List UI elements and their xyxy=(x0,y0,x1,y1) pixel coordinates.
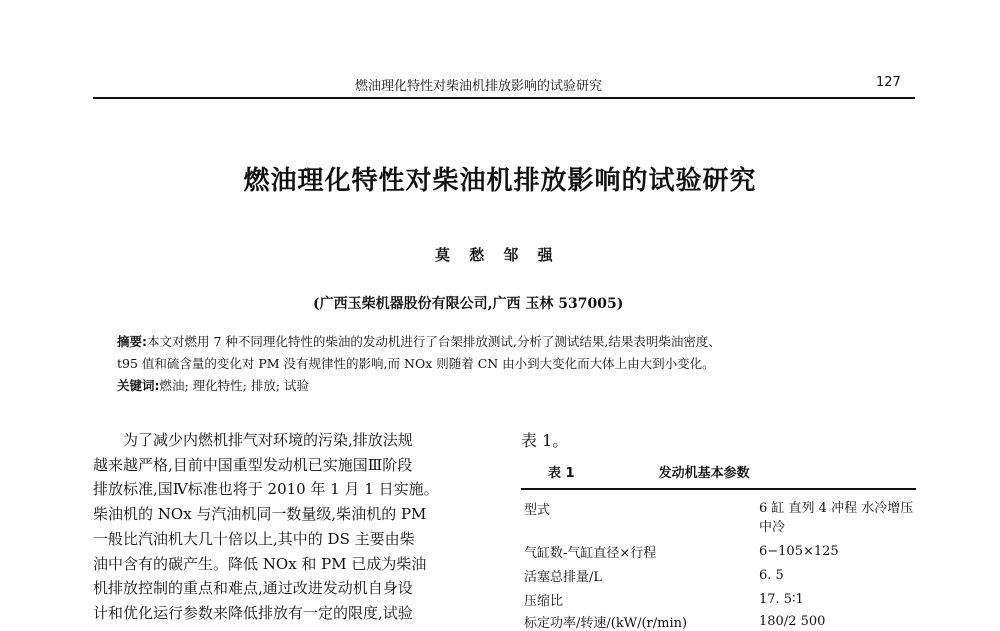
table-cell-key: 压缩比 xyxy=(524,594,564,609)
keywords-line xyxy=(117,375,917,397)
authors: 莫 愁 邹 强 xyxy=(435,246,553,264)
body-text xyxy=(93,428,493,626)
table-cell-key: 标定功率/转速/(kW/(r/min) xyxy=(524,616,688,631)
table-cell-key: 型式 xyxy=(524,503,551,518)
page-number: 127 xyxy=(876,75,901,90)
table-title: 发动机基本参数 xyxy=(658,466,750,481)
table-cell-key: 活塞总排量/L xyxy=(524,570,603,585)
table-cell-key: 气缸数-气缸直径×行程 xyxy=(524,546,657,561)
affiliation: (广西玉柴机器股份有限公司,广西 玉林 537005) xyxy=(313,296,624,312)
body-line: 计和优化运行参数来降低排放有一定的限度,试验 xyxy=(93,603,413,622)
abstract-text-2: t95 值和硫含量的变化对 PM 没有规律性的影响,而 NOx 则随着 CN 由小到大变化而大体上由大到小变化。 xyxy=(117,356,715,371)
table-cell-value: 6−105×125 xyxy=(759,544,839,559)
body-line: 越来越严格,目前中国重型发动机已实施国Ⅲ阶段 xyxy=(93,455,413,474)
abstract-line xyxy=(117,353,917,375)
table-cell-value: 180/2 500 xyxy=(759,614,826,629)
abstract-text-1: 本文对燃用 7 种不同理化特性的柴油的发动机进行了台架排放测试,分析了测试结果,结果表明柴油密度、 xyxy=(147,334,721,349)
paper-title: 燃油理化特性对柴油机排放影响的试验研究 xyxy=(243,166,757,196)
body-line: 油中含有的碳产生。降低 NOx 和 PM 已成为柴油 xyxy=(93,554,427,573)
body-line: 机排放控制的重点和难点,通过改进发动机自身设 xyxy=(93,579,413,598)
table-reference: 表 1。 xyxy=(521,431,569,450)
body-line: 一般比汽油机大几十倍以上,其中的 DS 主要由柴 xyxy=(93,529,415,548)
running-title: 燃油理化特性对柴油机排放影响的试验研究 xyxy=(355,79,603,94)
body-line: 柴油机的 NOx 与汽油机同一数量级,柴油机的 PM xyxy=(93,505,427,524)
abstract xyxy=(117,331,917,397)
header-rule xyxy=(93,97,915,99)
table-caption xyxy=(548,462,750,481)
table-cell-value: 6 缸 直列 4 冲程 水冷增压中冷 xyxy=(759,501,914,535)
table-cell-value: 17. 5∶1 xyxy=(759,592,804,607)
abstract-label: 摘要: xyxy=(117,334,147,349)
table-cell-value: 6. 5 xyxy=(759,568,784,583)
body-line: 为了减少内燃机排气对环境的污染,排放法规 xyxy=(93,431,413,449)
table-number: 表 1 xyxy=(548,466,575,481)
body-line: 排放标准,国Ⅳ标准也将于 2010 年 1 月 1 日实施。 xyxy=(93,480,439,499)
keywords-label: 关键词: xyxy=(117,378,160,393)
table-top-rule xyxy=(521,488,916,490)
abstract-line xyxy=(117,331,917,353)
keywords: 燃油; 理化特性; 排放; 试验 xyxy=(159,378,310,393)
